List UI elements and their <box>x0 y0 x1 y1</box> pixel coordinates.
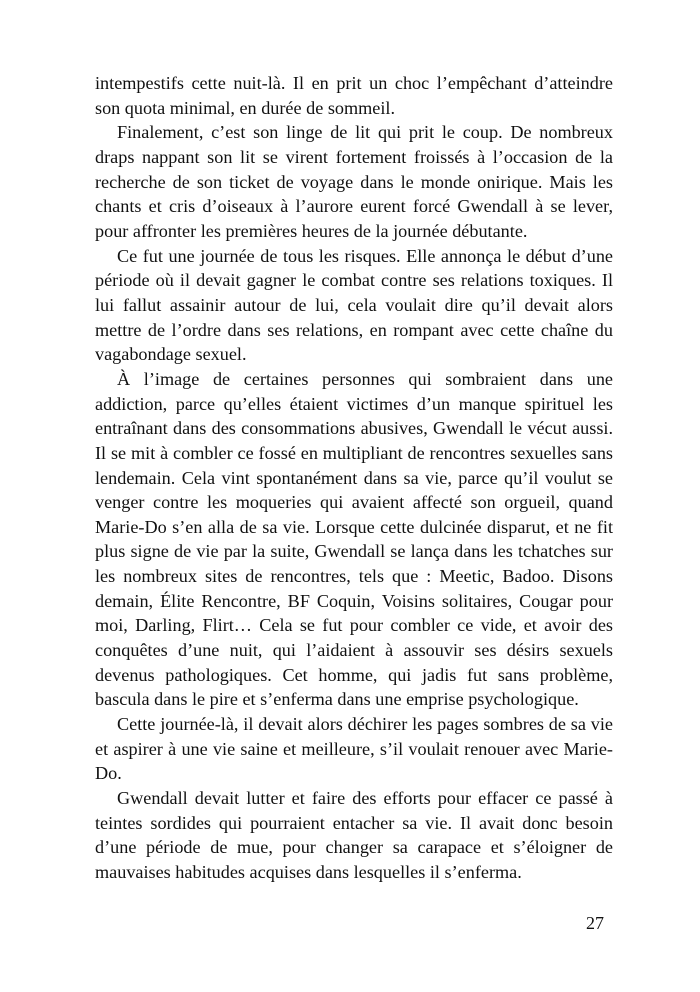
paragraph-4: À l’image de certaines personnes qui sombraient dans une addiction, parce qu’elles étaient victimes d’un manque spirituel les entraînant dans des consommations abusives, Gwendall le vécut aussi. Il se mit à combler ce fossé en multipliant de rencontres sexuelles sans lendemain. Cela vint spontanément dans sa vie, parce qu’il voulut se venger contre les moqueries qui avaient affecté son orgueil, quand Marie-Do s’en alla de sa vie. Lorsque cette dulcinée disparut, et ne fit plus signe de vie par la suite, Gwendall se lança dans les tchatches sur les nombreux sites de rencontres, tels que : Meetic, Badoo. Disons demain, Élite Rencontre, BF Coquin, Voisins solitaires, Cougar pour moi, Darling, Flirt… Cela se fut pour combler ce vide, et avoir des conquêtes d’une nuit, qui l’aidaient à assouvir ses désirs sexuels devenus pathologiques. Cet homme, qui jadis fut sans problème, bascula dans le pire et s’enferma dans une emprise psychologique. <box>95 368 613 710</box>
paragraph-3: Ce fut une journée de tous les risques. Elle annonça le début d’une période où il devait gagner le combat contre ses relations toxiques. Il lui fallut assainir autour de lui, cela voulait dire qu’il devait alors mettre de l’ordre dans ses relations, en rompant avec cette chaîne du vagabondage sexuel. <box>95 245 613 365</box>
page-body <box>95 71 613 885</box>
paragraph-2: Finalement, c’est son linge de lit qui prit le coup. De nombreux draps nappant son lit se virent fortement froissés à l’occasion de la recherche de son ticket de voyage dans le monde onirique. Mais les chants et cris d’oiseaux à l’aurore eurent forcé Gwendall à se lever, pour affronter les premières heures de la journée débutante. <box>95 122 613 241</box>
page-number: 27 <box>586 913 604 933</box>
paragraph-1: intempestifs cette nuit-là. Il en prit un choc l’empêchant d’atteindre son quota minimal, en durée de sommeil. <box>95 73 613 118</box>
paragraph-6: Gwendall devait lutter et faire des efforts pour effacer ce passé à teintes sordides qui pourraient entacher sa vie. Il avait donc besoin d’une période de mue, pour changer sa carapace et s’éloigner de mauvaises habitudes acquises dans lesquelles il s’enferma. <box>95 788 613 882</box>
paragraph-5: Cette journée-là, il devait alors déchirer les pages sombres de sa vie et aspirer à une vie saine et meilleure, s’il voulait renouer avec Marie-Do. <box>95 714 613 784</box>
